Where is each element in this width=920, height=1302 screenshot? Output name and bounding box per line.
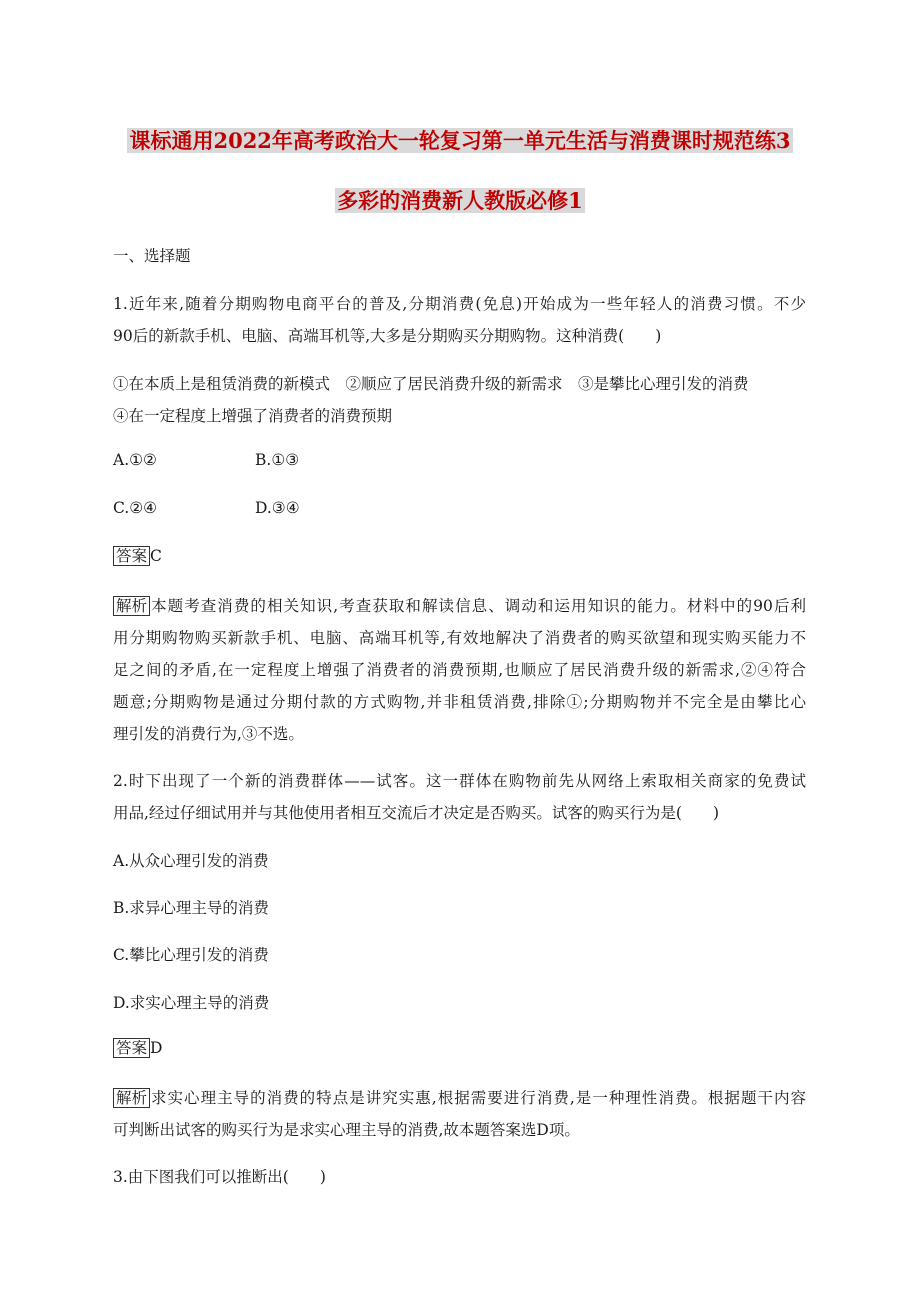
q1-answer-value: C: [150, 547, 162, 565]
q1-answer: [113, 546, 162, 566]
q1-option-b: B.①③: [255, 451, 300, 469]
q1-analysis-line-4: 题意;分期购物是通过分期付款的方式购物,并非租赁消费,排除①;分期购物并不完全是由攀比心: [113, 693, 806, 711]
q2-option-c: C.攀比心理引发的消费: [113, 946, 269, 964]
q2-stem-line-2: 用品,经过仔细试用并与其他使用者相互交流后才决定是否购买。试客的购买行为是( ): [113, 804, 720, 822]
q1-option-d: D.③④: [255, 499, 300, 517]
answer-tag: 答案: [113, 1038, 150, 1058]
q1-option-a: A.①②: [113, 451, 157, 469]
analysis-tag: 解析: [113, 596, 150, 616]
q2-analysis-line-1: [113, 1086, 806, 1108]
q2-analysis-text-1: 求实心理主导的消费的特点是讲究实惠,根据需要进行消费,是一种理性消费。根据题干内容: [150, 1089, 806, 1107]
q1-analysis-text-1: 本题考查消费的相关知识,考查获取和解读信息、调动和运用知识的能力。材料中的90后利: [150, 597, 806, 615]
q1-items-line-2: ④在一定程度上增强了消费者的消费预期: [113, 407, 393, 425]
q2-answer: [113, 1038, 162, 1058]
document-title-line-2: 多彩的消费新人教版必修1: [337, 188, 583, 213]
q2-stem-line-1: 2.时下出现了一个新的消费群体——试客。这一群体在购物前先从网络上索取相关商家的免费试: [113, 772, 806, 790]
q1-analysis-line-5: 理引发的消费行为,③不选。: [113, 725, 304, 743]
q3-stem-line-1: 3.由下图我们可以推断出( ): [113, 1168, 326, 1186]
q2-option-b: B.求异心理主导的消费: [113, 899, 269, 917]
q1-stem-line-1: 1.近年来,随着分期购物电商平台的普及,分期消费(免息)开始成为一些年轻人的消费习惯。不少: [113, 295, 806, 313]
q1-analysis-line-3: 足之间的矛盾,在一定程度上增强了消费者的消费预期,也顺应了居民消费升级的新需求,②④符合: [113, 661, 806, 679]
q2-option-d: D.求实心理主导的消费: [113, 994, 270, 1012]
q1-stem-line-2: 90后的新款手机、电脑、高端耳机等,大多是分期购买分期购物。这种消费( ): [113, 327, 662, 345]
q1-items-line-1: ①在本质上是租赁消费的新模式 ②顺应了居民消费升级的新需求 ③是攀比心理引发的消费: [113, 375, 749, 393]
answer-tag: 答案: [113, 546, 150, 566]
q2-analysis-line-2: 可判断出试客的购买行为是求实心理主导的消费,故本题答案选D项。: [113, 1121, 580, 1139]
analysis-tag: 解析: [113, 1088, 150, 1108]
document-title-line-1: 课标通用2022年高考政治大一轮复习第一单元生活与消费课时规范练3: [129, 128, 791, 153]
section-heading: 一、选择题: [113, 247, 191, 265]
q1-option-c: C.②④: [113, 499, 158, 517]
q1-analysis-line-2: 用分期购物购买新款手机、电脑、高端耳机等,有效地解决了消费者的购买欲望和现实购买能力不: [113, 629, 806, 647]
q2-answer-value: D: [150, 1039, 163, 1057]
q1-analysis-line-1: [113, 594, 806, 616]
q2-option-a: A.从众心理引发的消费: [113, 852, 269, 870]
